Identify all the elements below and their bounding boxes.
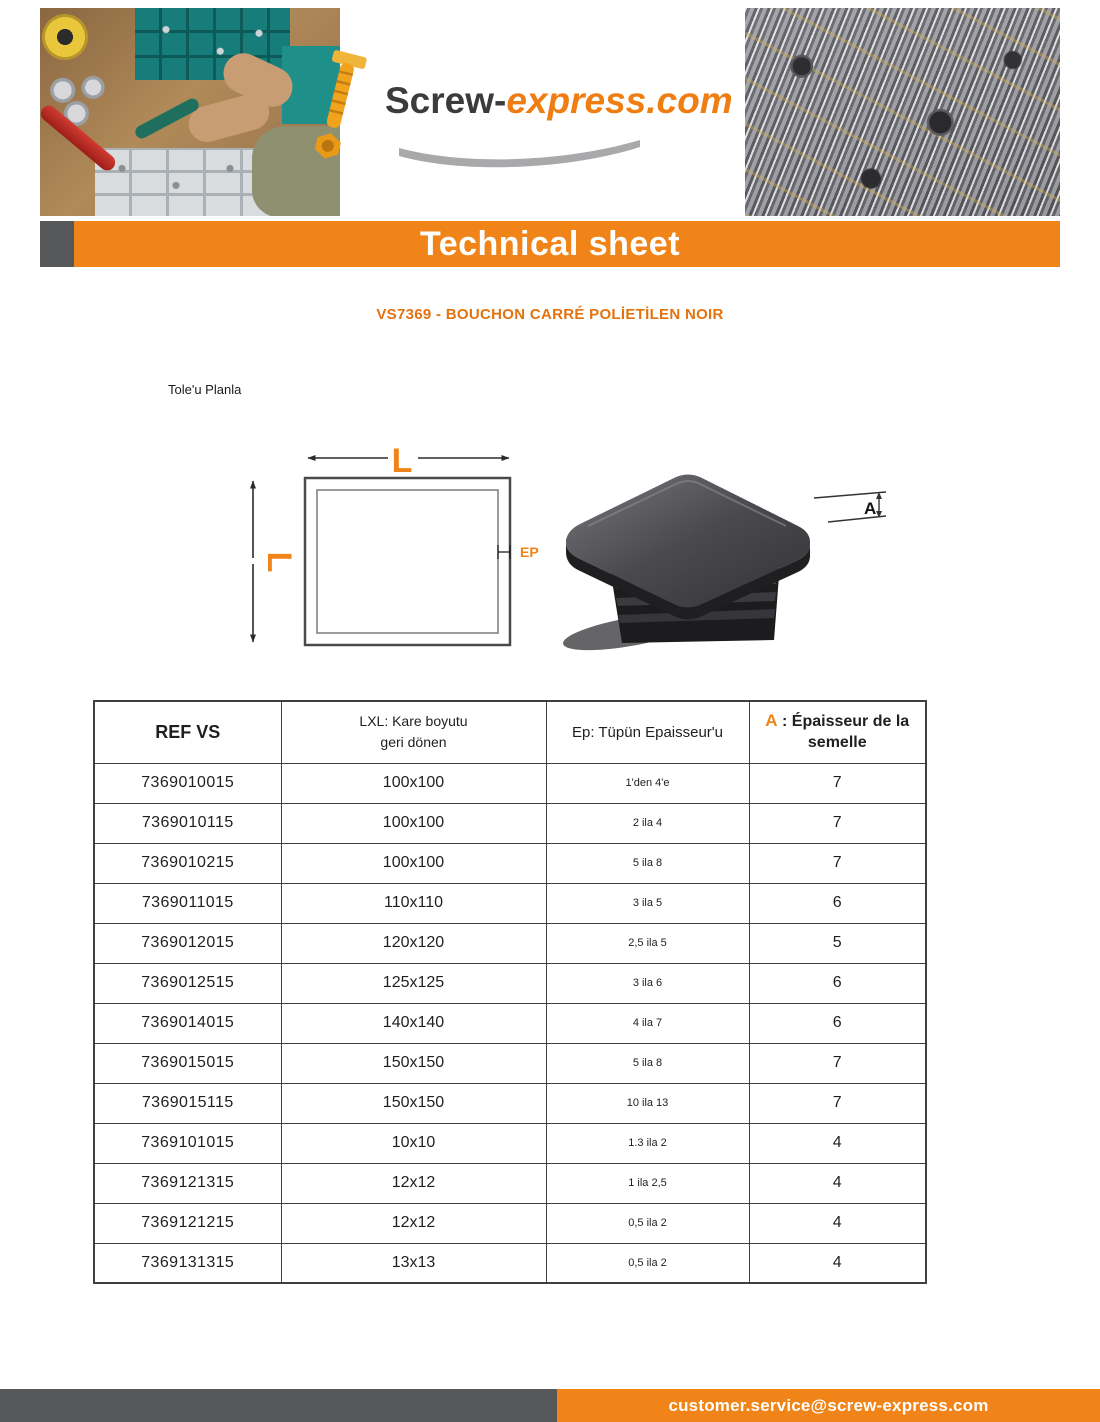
cell-ref: 7369015015 [94,1043,281,1083]
cell-size: 12x12 [281,1203,546,1243]
col-header-size-line1: LXL: Kare boyutu [359,712,468,729]
table-header-row [94,701,926,763]
table-row [94,803,926,843]
tube-outer-square [305,478,510,645]
logo-swoosh [396,138,644,168]
cell-size: 140x140 [281,1003,546,1043]
cell-ref: 7369012515 [94,963,281,1003]
technical-sheet-banner [40,221,1060,267]
col-header-a-symbol: A [765,711,778,731]
cell-a: 6 [749,1003,926,1043]
cap-illustration [548,448,893,663]
footer [0,1389,1100,1422]
cell-ep: 4 ila 7 [546,1003,749,1043]
cell-ref: 7369014015 [94,1003,281,1043]
cell-ref: 7369121315 [94,1163,281,1203]
logo-text-screw: Screw- [385,80,507,121]
product-title: VS7369 - BOUCHON CARRÉ POLİETİLEN NOIR [376,306,724,323]
cell-ep: 5 ila 8 [546,1043,749,1083]
cell-size: 150x150 [281,1083,546,1123]
cell-ref: 7369010015 [94,763,281,803]
cell-a: 5 [749,923,926,963]
cell-ep: 5 ila 8 [546,843,749,883]
cell-a: 7 [749,763,926,803]
cell-ep: 3 ila 6 [546,963,749,1003]
cell-a: 6 [749,883,926,923]
table-row [94,763,926,803]
cell-size: 100x100 [281,763,546,803]
cell-size: 100x100 [281,843,546,883]
cell-ref: 7369015115 [94,1083,281,1123]
cell-size: 12x12 [281,1163,546,1203]
screws-photo [745,8,1060,216]
plan-label: Tole'u Planla [168,382,242,397]
workbench-photo [40,8,340,216]
cell-ep: 0,5 ila 2 [546,1243,749,1283]
dim-label-a: A [864,499,877,518]
cell-a: 4 [749,1163,926,1203]
cell-ref: 7369011015 [94,883,281,923]
cell-ref: 7369121215 [94,1203,281,1243]
cell-size: 13x13 [281,1243,546,1283]
footer-orange-block [557,1389,1100,1422]
dim-label-L-left: L [260,551,298,573]
cell-a: 6 [749,963,926,1003]
cell-ref: 7369101015 [94,1123,281,1163]
cell-ep: 3 ila 5 [546,883,749,923]
col-header-size-line2: geri dönen [380,734,447,751]
col-header-ep: Ep: Tüpün Epaisseur'u [546,701,749,763]
cell-ep: 0,5 ila 2 [546,1203,749,1243]
spec-table-body [94,763,926,1283]
table-row [94,1083,926,1123]
cell-a: 4 [749,1123,926,1163]
cell-size: 125x125 [281,963,546,1003]
table-row [94,1203,926,1243]
table-row [94,1163,926,1203]
parts-tray-shape [95,148,275,216]
table-row [94,1243,926,1283]
cell-size: 120x120 [281,923,546,963]
tube-inner-square [317,490,498,633]
logo-text-express: express.com [506,80,733,121]
cell-size: 150x150 [281,1043,546,1083]
table-row [94,883,926,923]
cell-ep: 10 ila 13 [546,1083,749,1123]
cell-a: 7 [749,1083,926,1123]
cell-a: 7 [749,1043,926,1083]
table-row [94,963,926,1003]
col-header-size [281,701,546,763]
footer-email: customer.service@screw-express.com [668,1395,989,1415]
cell-a: 4 [749,1243,926,1283]
cell-a: 4 [749,1203,926,1243]
cell-ep: 1'den 4'e [546,763,749,803]
cell-ref: 7369010115 [94,803,281,843]
banner-title: Technical sheet [419,225,681,263]
spec-table [93,700,927,1284]
cell-ref: 7369131315 [94,1243,281,1283]
measuring-tape-shape [42,14,88,60]
dim-label-L-top: L [391,442,413,480]
cell-size: 110x110 [281,883,546,923]
footer-gray-block [0,1389,557,1422]
table-row [94,1003,926,1043]
dimension-diagram [230,440,560,670]
cell-ep: 1.3 ila 2 [546,1123,749,1163]
col-header-a-text: : Épaisseur de la semelle [777,713,910,752]
table-row [94,1123,926,1163]
cell-a: 7 [749,803,926,843]
cell-ep: 2 ila 4 [546,803,749,843]
cell-ref: 7369012015 [94,923,281,963]
cell-ref: 7369010215 [94,843,281,883]
cell-size: 10x10 [281,1123,546,1163]
logo [385,80,733,122]
table-row [94,843,926,883]
col-header-a [749,701,926,763]
orange-screw-icon [306,50,368,168]
dim-label-ep: EP [520,544,539,560]
table-row [94,923,926,963]
cell-ep: 2,5 ila 5 [546,923,749,963]
cell-a: 7 [749,843,926,883]
cell-ep: 1 ila 2,5 [546,1163,749,1203]
col-header-ref: REF VS [94,701,281,763]
cell-size: 100x100 [281,803,546,843]
table-row [94,1043,926,1083]
